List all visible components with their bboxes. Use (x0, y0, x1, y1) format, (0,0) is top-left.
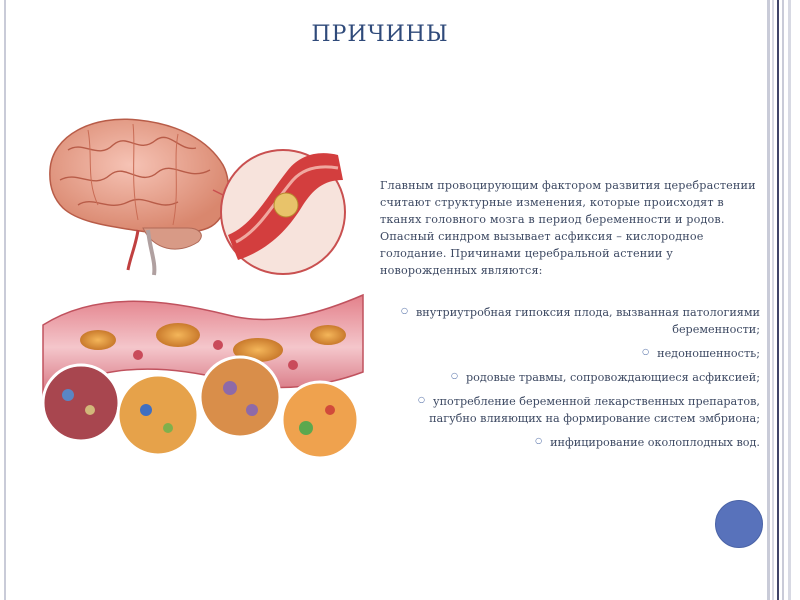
medical-illustration (38, 110, 368, 465)
slide-title: ПРИЧИНЫ (311, 22, 449, 47)
list-item: ○ внутриутробная гипоксия плода, вызванная патологиями беременности; (401, 306, 760, 336)
circle-bullet-icon: ○ (642, 347, 650, 356)
intro-paragraph: Главным провоцирующим фактором развития церебрастении считают структурные изменения, которые происходят в тканях головного мозга в период беременности и родов. Опасный синдром вызывает асфиксия – кислородное голодание. Причинами церебральной астении у новорожденных являются: (380, 179, 756, 277)
decorative-circle (715, 500, 763, 548)
circle-bullet-icon: ○ (451, 371, 459, 380)
circle-bullet-icon: ○ (418, 395, 425, 404)
circle-bullet-icon: ○ (535, 436, 543, 445)
list-item: ○ употребление беременной лекарственных препаратов, пагубно влияющих на формирование систем эмбриона; (418, 395, 760, 425)
right-frame-border (766, 0, 800, 600)
list-item: ○ инфицирование околоплодных вод. (535, 436, 760, 449)
list-item: ○ родовые травмы, сопровождающиеся асфиксией; (451, 371, 760, 384)
circle-bullet-icon: ○ (401, 306, 408, 315)
vessel-zoom-image (213, 150, 345, 274)
causes-list (400, 302, 760, 456)
left-frame-border (0, 0, 6, 600)
list-item: ○ недоношенность; (642, 347, 760, 360)
brain-image (50, 119, 229, 275)
